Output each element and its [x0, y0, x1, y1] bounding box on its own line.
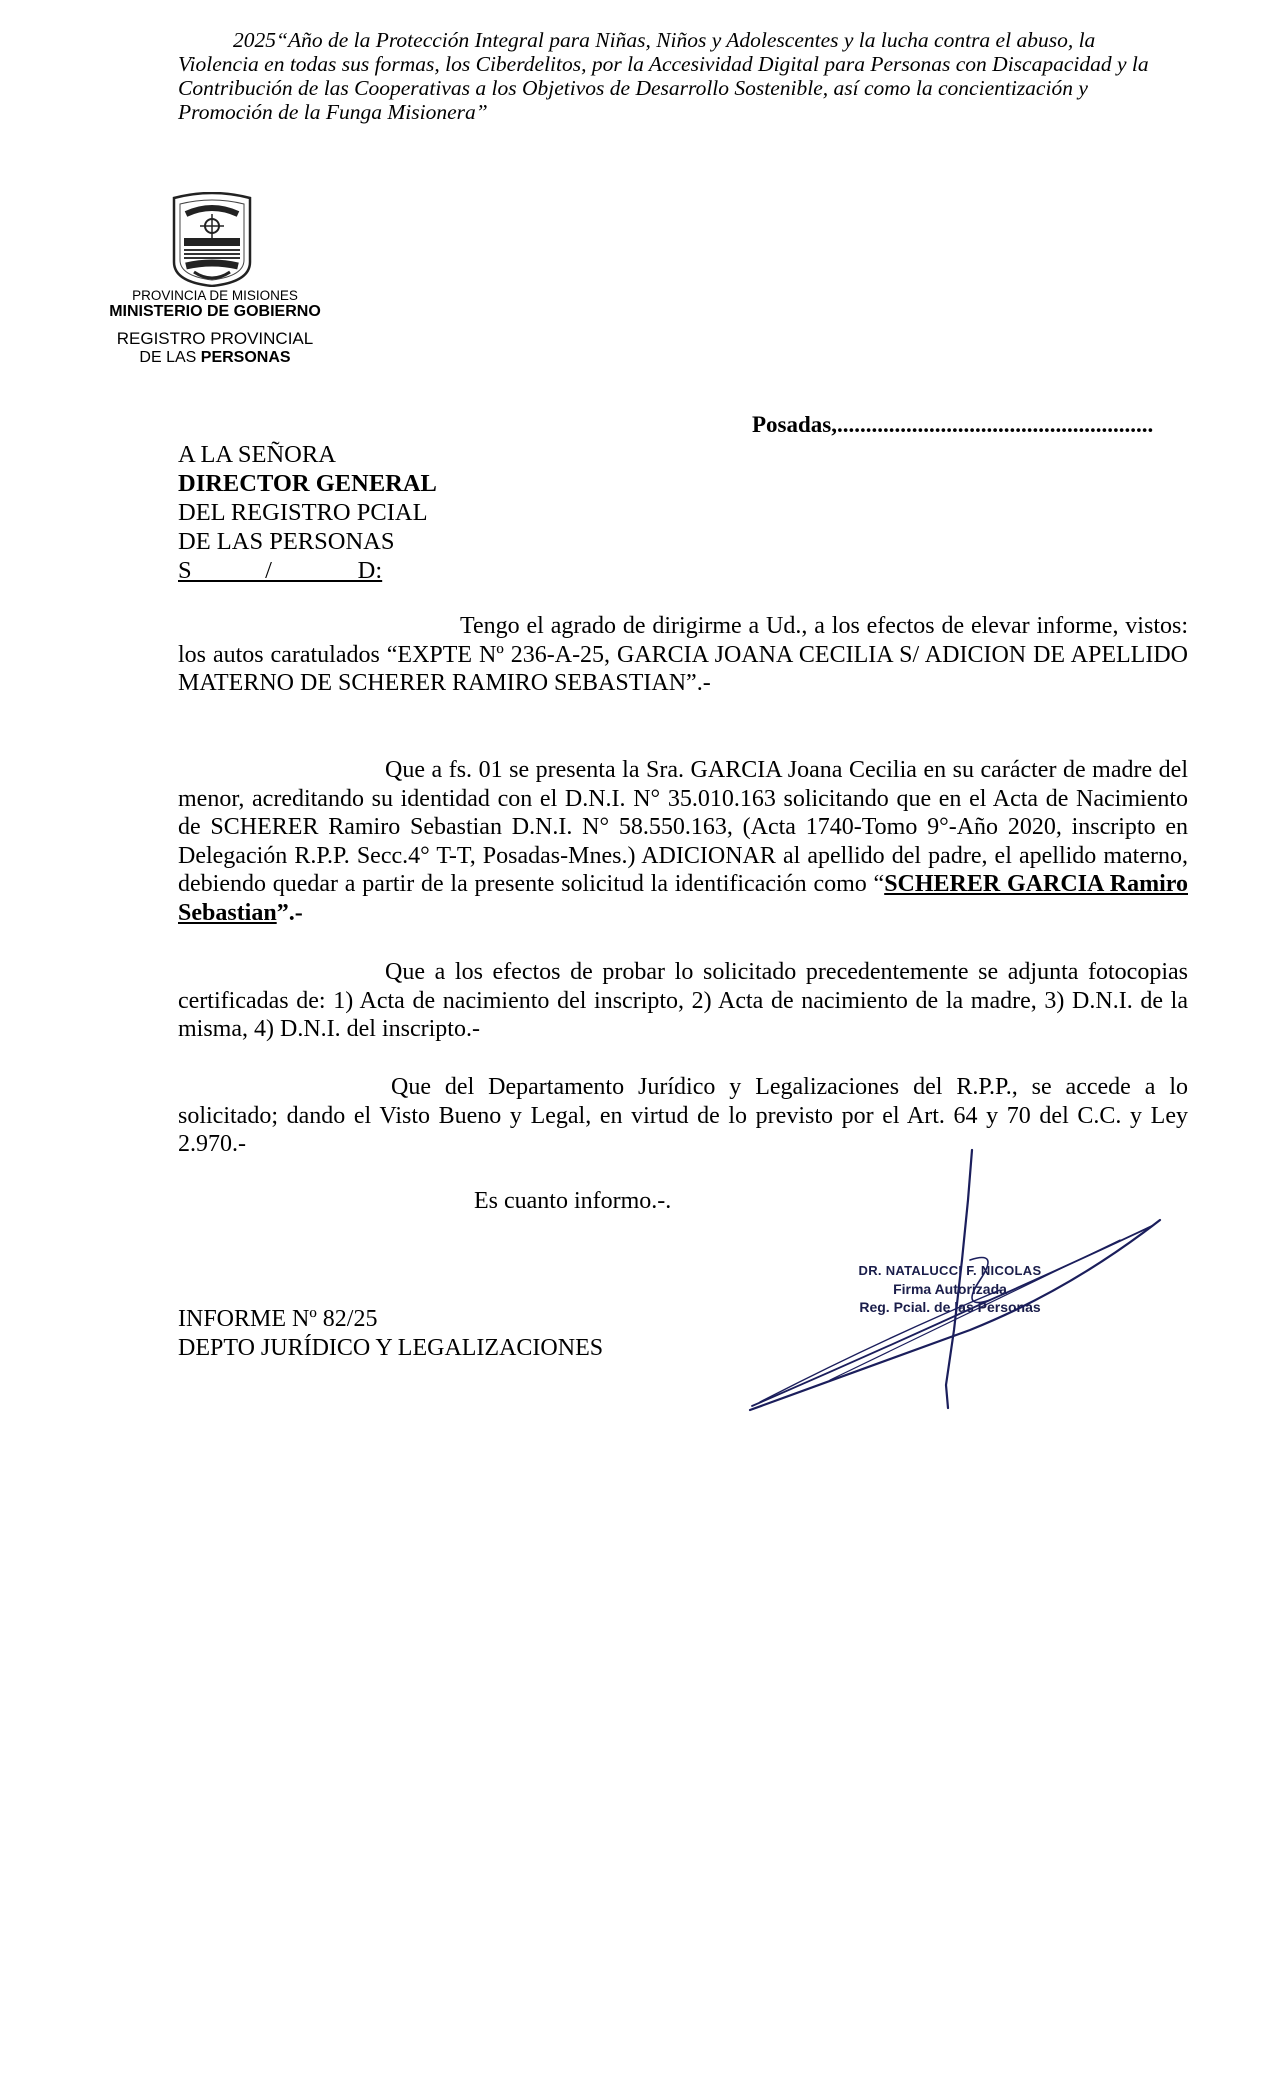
paragraph-request [178, 756, 1188, 927]
organization-block [95, 288, 335, 367]
paragraph-intro: Tengo el agrado de dirigirme a Ud., a los efectos de elevar informe, vistos: los autos caratulados “EXPTE Nº 236-A-25, GARCIA JOANA CECILIA S/ ADICION DE APELLIDO MATERNO DE SCHERER RAMIRO SEBASTIAN”.- [178, 613, 1188, 696]
stamp-role: Firma Autorizada [893, 1281, 1007, 1297]
provincial-crest-logo [166, 192, 258, 287]
closing-line: Es cuanto informo.-. [474, 1188, 672, 1214]
addressee-line-4: DE LAS PERSONAS [178, 528, 395, 555]
org-province: PROVINCIA DE MISIONES [132, 288, 298, 303]
org-registry-persons [95, 348, 335, 367]
header-motto: 2025“Año de la Protección Integral para Niñas, Niños y Adolescentes y la lucha contra el abuso, la Violencia en todas sus formas, los Ciberdelitos, por la Accesividad Digital para Personas con Discapacidad y la Contribución de las Cooperativas a los Objetivos de Desarrollo Sostenible, así como la concientización y Promoción de la Funga Misionera” [178, 28, 1149, 124]
handwritten-signature [740, 1140, 1170, 1420]
city-date-line: Posadas,....................................................... [752, 412, 1154, 437]
org-ministry: MINISTERIO DE GOBIERNO [109, 303, 321, 320]
addressee-line-2: DIRECTOR GENERAL [178, 470, 437, 497]
report-number: INFORME Nº 82/25 [178, 1306, 378, 1332]
org-registry-persons-bold: PERSONAS [200, 349, 291, 366]
paragraph-approval: Que del Departamento Jurídico y Legalizaciones del R.P.P., se accede a lo solicitado; dando el Visto Bueno y Legal, en virtud de lo previsto por el Art. 64 y 70 del C.C. y Ley 2.970.- [178, 1074, 1188, 1157]
paragraph-request-text: Que a fs. 01 se presenta la Sra. GARCIA Joana Cecilia en su carácter de madre del menor, acreditando su identidad con el D.N.I. N° 35.010.163 solicitando que en el Acta de Nacimiento de SCHERER Ramiro Sebastian D.N.I. N° 58.550.163, (Acta 1740-Tomo 9°-Año 2020, inscripto en Delegación R.P.P. Secc.4° T-T, Posadas-Mnes.) ADICIONAR al apellido del padre, el apellido materno, debiendo quedar a partir de la presente solicitud la identificación como “ [178, 757, 1188, 897]
new-identification-name: SCHERER GARCIA Ramiro Sebastian [178, 871, 1188, 926]
report-block [178, 1305, 603, 1363]
stamp-office: Reg. Pcial. de las Personas [859, 1299, 1041, 1315]
addressee-sd: S / D: [178, 557, 383, 584]
report-department: DEPTO JURÍDICO Y LEGALIZACIONES [178, 1335, 604, 1361]
org-registry: REGISTRO PROVINCIAL [116, 329, 314, 348]
addressee-block [178, 440, 437, 585]
stamp-name: DR. NATALUCCI F. NICOLAS [858, 1263, 1042, 1278]
paragraph-attachments: Que a los efectos de probar lo solicitado precedentemente se adjunta fotocopias certificadas de: 1) Acta de nacimiento del inscripto, 2) Acta de nacimiento de la madre, 3) D.N.I. de la misma, 4) D.N.I. del inscripto.- [178, 959, 1188, 1042]
addressee-line-1: A LA SEÑORA [178, 441, 336, 468]
addressee-line-3: DEL REGISTRO PCIAL [178, 499, 428, 526]
org-registry-persons-prefix: DE LAS [139, 349, 201, 366]
paragraph-request-end: ”.- [276, 899, 303, 926]
